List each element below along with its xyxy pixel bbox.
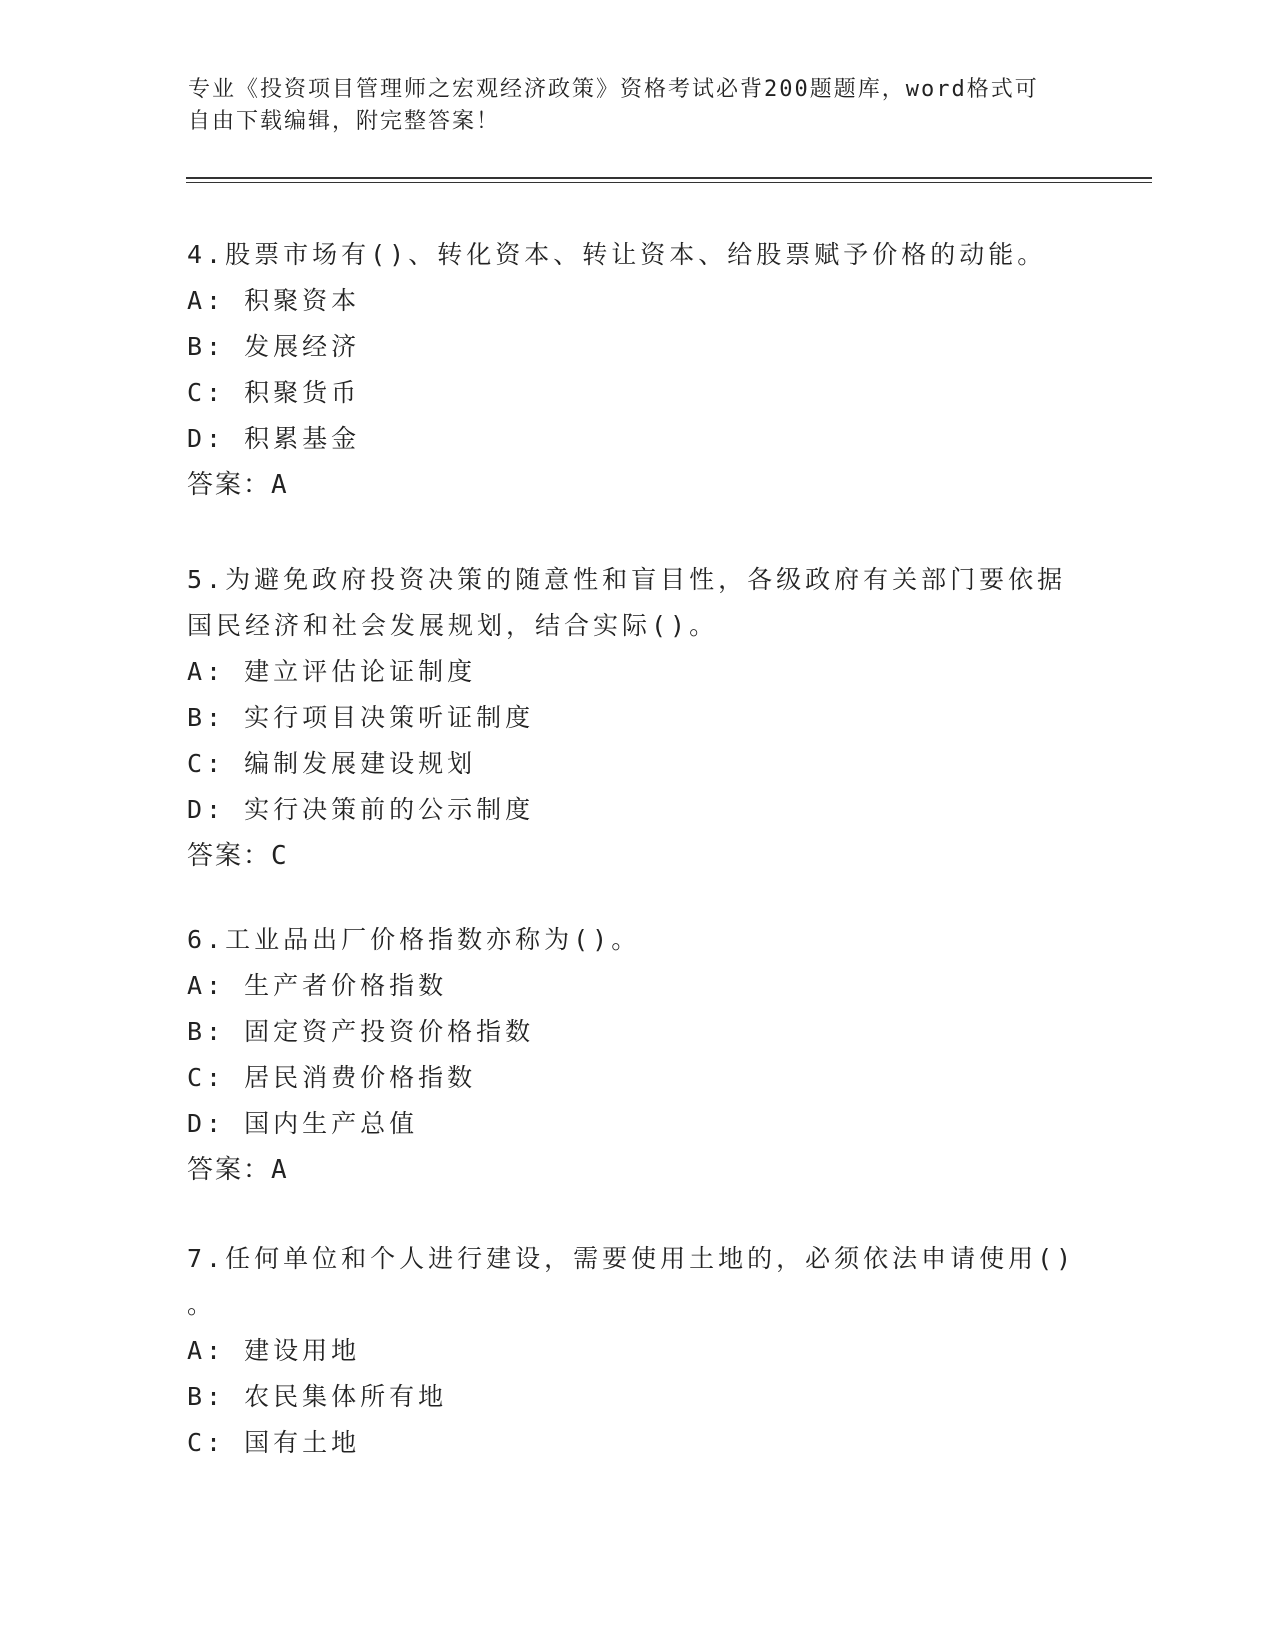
question-6 <box>187 917 1087 1193</box>
option-c: C: 国有土地 <box>187 1428 361 1457</box>
question-stem-line-2: 。 <box>187 1290 217 1319</box>
option-d: D: 积累基金 <box>187 424 361 453</box>
document-header <box>188 74 1068 138</box>
option-b: B: 固定资产投资价格指数 <box>187 1017 535 1046</box>
option-d: D: 国内生产总值 <box>187 1109 419 1138</box>
header-line-2: 自由下载编辑，附完整答案！ <box>188 109 501 134</box>
question-stem-line-2: 国民经济和社会发展规划，结合实际()。 <box>187 611 719 640</box>
option-a: A: 建设用地 <box>187 1336 361 1365</box>
answer: 答案：A <box>187 470 289 500</box>
question-5 <box>187 557 1087 879</box>
question-stem-line-1: 7.任何单位和个人进行建设，需要使用土地的，必须依法申请使用() <box>187 1244 1076 1273</box>
option-a: A: 积聚资本 <box>187 286 361 315</box>
option-c: C: 编制发展建设规划 <box>187 749 477 778</box>
option-a: A: 生产者价格指数 <box>187 971 448 1000</box>
header-line-1: 专业《投资项目管理师之宏观经济政策》资格考试必背200题题库，word格式可 <box>188 77 1039 102</box>
option-b: B: 农民集体所有地 <box>187 1382 448 1411</box>
answer: 答案：C <box>187 841 289 871</box>
question-stem: 4.股票市场有()、转化资本、转让资本、给股票赋予价格的动能。 <box>187 240 1047 269</box>
question-stem-line-1: 5.为避免政府投资决策的随意性和盲目性，各级政府有关部门要依据 <box>187 565 1067 594</box>
question-7 <box>187 1236 1087 1466</box>
header-divider-thin <box>186 182 1152 183</box>
header-divider-thick <box>186 177 1152 179</box>
answer: 答案：A <box>187 1155 289 1185</box>
option-c: C: 积聚货币 <box>187 378 361 407</box>
option-b: B: 实行项目决策听证制度 <box>187 703 535 732</box>
question-stem: 6.工业品出厂价格指数亦称为()。 <box>187 925 641 954</box>
option-d: D: 实行决策前的公示制度 <box>187 795 535 824</box>
option-c: C: 居民消费价格指数 <box>187 1063 477 1092</box>
question-4 <box>187 232 1087 508</box>
option-b: B: 发展经济 <box>187 332 361 361</box>
option-a: A: 建立评估论证制度 <box>187 657 477 686</box>
